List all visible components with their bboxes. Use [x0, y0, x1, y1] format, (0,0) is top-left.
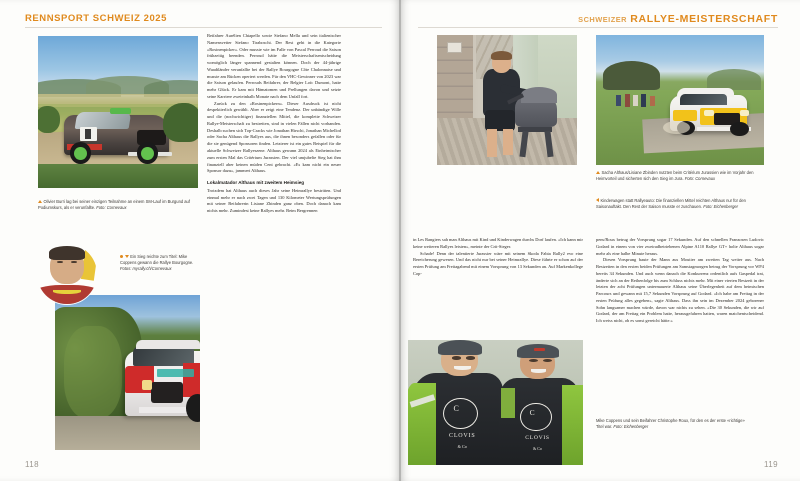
header-rule-right	[418, 27, 778, 28]
triangle-up-icon	[38, 200, 42, 203]
folio-right: 119	[764, 460, 778, 469]
suit-logo-text-right: CLOVIS	[525, 435, 550, 441]
driver-portrait-inset	[36, 243, 98, 305]
caption-kinderwagen: Kinderwagen statt Rallyeauto: Die finanziellen Mittel reichten Althaus nur für den Saisonauftakt. Den Rest der Saison musste er zuschauen. Foto: Eichenberger	[596, 198, 746, 210]
yellow-rally-car-photo	[596, 35, 764, 165]
spread-gutter	[399, 0, 401, 481]
suit-logo-sub-right: & Co	[533, 446, 542, 452]
suit-logo-sub-left: & Co	[457, 443, 467, 449]
running-head-left: RENNSPORT SCHWEIZ 2025	[25, 13, 167, 24]
suit-logo-text-left: CLOVIS	[449, 432, 476, 439]
running-head-title: RALLYE-MEISTERSCHAFT	[630, 13, 778, 25]
coppens-roux-portrait-photo: C CLOVIS & Co C CLOVIS & Co	[408, 340, 583, 465]
triangle-up-icon	[596, 171, 600, 174]
rally-car-hillside-photo	[38, 36, 198, 188]
header-rule-left	[25, 27, 382, 28]
running-head-prefix: SCHWEIZER	[578, 15, 627, 24]
folio-left: 118	[25, 460, 39, 469]
page-right	[400, 0, 800, 481]
man-with-stroller-photo	[437, 35, 577, 165]
triangle-left-icon	[596, 198, 599, 202]
subhead-lokalmatador: Lokalmatador Althaus mit zweitem Heimsieg	[207, 180, 305, 186]
right-col-2: pens/Roux betrug der Vorsprung sogar 17 Sekunden. Auf den schnellen Franzosen Ludovic Godard in einem von vier zweiradbetriebenen Alpine A110 Rallye GT+ holte Althaus sogar mehr als eine halbe Minute heraus. Diesen Vorsprung baute der Mann aus Moutier am zweiten Tag weiter aus. Nach Bestzeiten in den ersten beiden Prüfungen am Samstagmorgen betrug der Vorsprung vor WP4 bereits 34 Sekunden. Und auch wenn danach die Konkurrenz ordentlich aufs Gaspedal trat, änderte sich an der Reihenfolge bis zum Schluss nichts mehr. Mit einer vierten Bestzeit in der letzten der acht Prüfungen untermauerte Althaus seine Überlegenheit auf dem heimischen Parcours und gewann mit 15,7 Sekunden Vorsprung auf Godard. «Ich habe am Freitag in der ersten Prüfung alles gegeben», sagte Althaus. Dass ihn sein im Dezember 2024 geborener Sohn langsamer machen würde, davon war nichts zu sehen. «Die 30 Sekunden, die wir auf Godard, der am Freitag ein Problem hatte, herausgefahren hatten, waren matchentscheidend. Ich weiss nicht, ob es sonst gereicht hätte.»	[596, 237, 764, 324]
right-col-1: in Les Rangiers sah man Althaus mit Kind und Kinderwagen durchs Dorf laufen. «Ich kann mir keine weiteren Rallyes leisten», meinte der Crit-Sieger. Schade! Denn der talentierte Jurassier wäre mit seinem Skoda Fabia Rally2 evo eine Bereicherung gewesen. Und das nicht nur bei seiner Heimrallye. Diese führte er schon auf der ersten Prüfung am Freitagabend mit einem Vorsprung von 13 Sekunden an. Auf Markenkollege Cop-	[413, 237, 583, 276]
left-col-1: Beifahrer Aurélien Chiapello sowie Stefano Mella und sein italienischer Namensvetter Stefano Tiraboschi. Der Rest geht in die Kategorie «Rosinenpicker». Oder musste wie im Falle von Pascal Perroud die Saison frühzeitig beenden. Perroud hätte die Meisterschaftsentscheidung womöglich länger spannend gestalten können. Doch der 44-jährige Waadtländer verunfallte bei der Rallye Bourgogne Côte Chalonnaise und musste am Rücken operiert werden. Für den VHC-Gewinner von 2023 war die Saison gelaufen. Perrouds Beifahrer, der Belgier Loïc Dumont, hatte mehr Glück. Er kam mit Hämatomen und Prellungen davon und setzte seine Karriere zweieinhalb Monate nach dem Unfall fort. Zurück zu den «Rosinenpickern». Dieser Ausdruck ist nicht despektierlich gewählt. Aber er zeigt eine Tendenz. Der unbändige Wille und die (nochwichtiger) finanziellen Mittel, die komplette Schweizer Rallye-Meisterschaft zu bestreiten, sind in vielen Fällen nicht vorhanden. Deshalb suchen sich Top-Cracks wie Jonathan Hirschi, Jonathan Michellod oder Sacha Althaus die Rallyes aus, die ihnen besonders gefallen oder für die sie genügend Sponsoren finden. Letzterer ist ein gutes Beispiel für die aktuelle Schweizer Rallyeszene. Althaus gewann 2024 als Einheimischer zum ersten Mal das Critérium Jurassien. Der viel umjubelte Sieg hat ihm finanziell aber keinen müden Cent gebracht. «Es kam nicht ein neuer Sponsor dazu», jammert Althaus. Lokalmatador Althaus mit zweitem Heimsieg Trotzdem hat Althaus auch dieses Jahr seine Heimrallye bestritten. Und einmal mehr er nach zwei Tagen und 130 Kilometer Wertungsprüfungen mit seiner Beifahrerin Lisiane Zbinden ganz oben. Doch danach kam nichts mehr. Zumindest keine Rallyes mehr. Beim Bergrennen	[207, 33, 341, 214]
bullet-dot-icon	[120, 255, 123, 258]
caption-coppens-roux: Mike Coppens und sein Beifahrer Christophe Roux, für den es der erste «richtige» Titel war. Foto: Eichenberger	[596, 418, 745, 430]
caption-althaus-zbinden: Sacha Althaus/Lisiane Zbinden nutzten beim Critérium Jurassien wie im Vorjahr den Heimvorteil und sicherten sich den Sieg im Jura. Foto: Cornevaux	[596, 170, 754, 182]
triangle-down-icon	[125, 255, 129, 258]
running-head-right	[578, 13, 778, 25]
caption-coppens: Ein Sieg reichte zum Titel: Mike Coppens gewann die Rallye Bourgogne. Fotos: myrally.ch/Cornevaux	[120, 254, 194, 272]
caption-burri: Olivier Burri lag bei seiner einzigen Teilnahme an einem SM-Lauf im Burgund auf Podiumskurs, als er verunfallte. Foto: Cornevaux	[38, 199, 190, 211]
red-white-rally-car-photo	[55, 295, 200, 450]
